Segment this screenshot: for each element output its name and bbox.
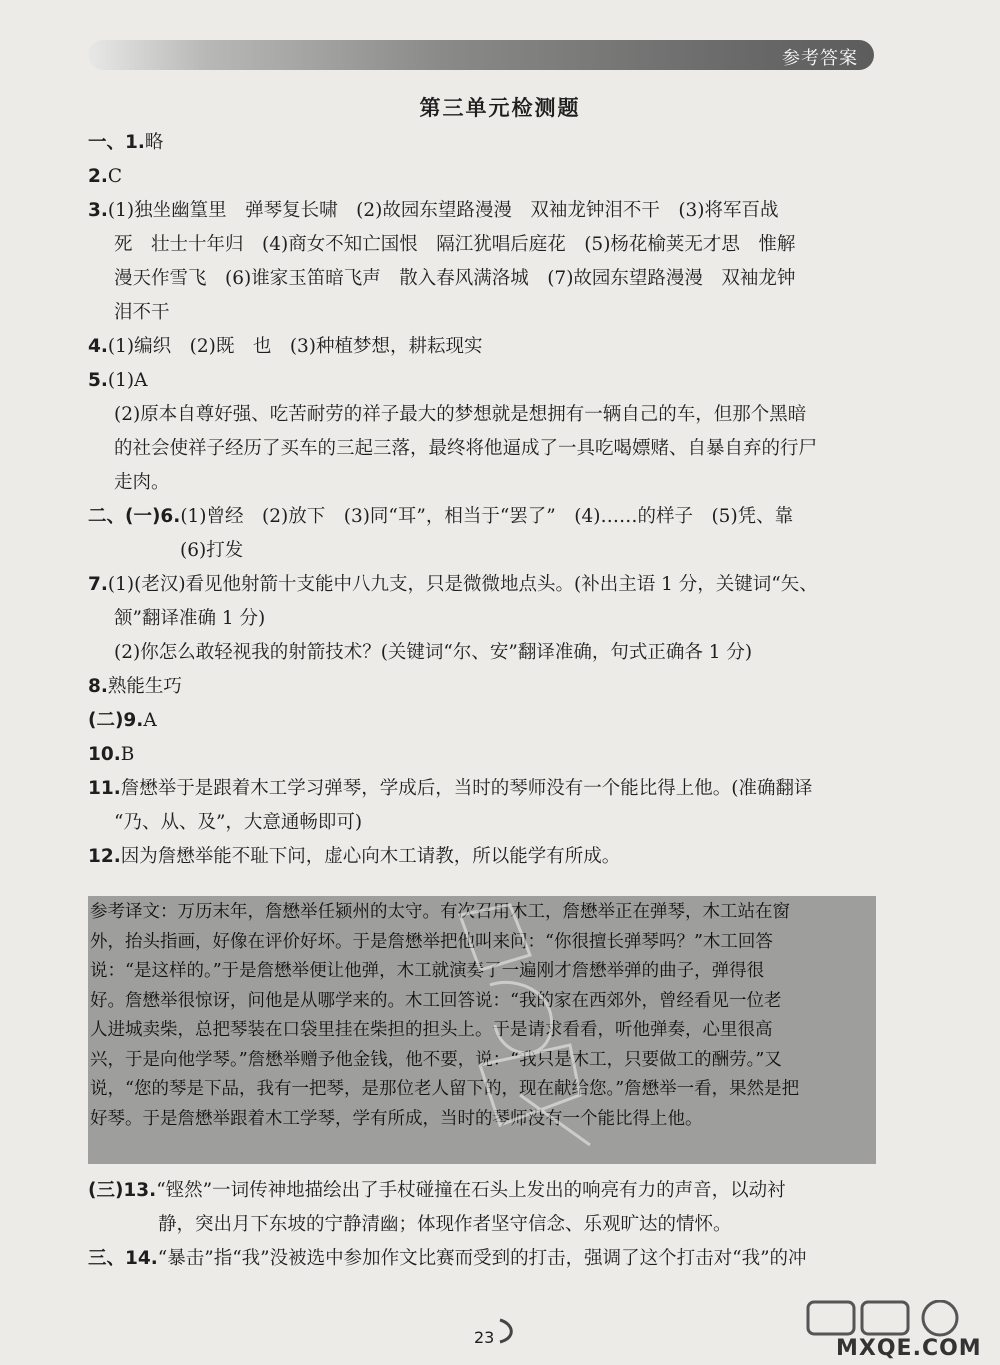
answer-line: 死 壮士十年归 (4)商女不知亡国恨 隔江犹唱后庭花 (5)杨花榆荚无才思 惟解 — [114, 234, 796, 255]
answer-line: 8.熟能生巧 — [88, 676, 182, 697]
translation-line: 说，“您的琴是下品，我有一把琴，是那位老人留下的，现在献给您。”詹懋举一看，果然是把 — [90, 1079, 800, 1099]
answer-line: 10.B — [88, 744, 135, 765]
header-bar — [88, 40, 874, 70]
answer-line: 4.(1)编织 (2)既 也 (3)种植梦想，耕耘现实 — [88, 336, 483, 357]
translation-line: 外，抬头指画，好像在评价好坏。于是詹懋举把他叫来问：“你很擅长弹琴吗？”木工回答 — [90, 931, 773, 952]
stamp-watermark — [420, 895, 620, 1165]
answer-line: 5.(1)A — [88, 370, 148, 391]
translation-line: 参考译文：万历末年，詹懋举任颍州的太守。有次召用木工，詹懋举正在弹琴，木工站在窗 — [90, 902, 790, 922]
answer-line: 二、(一)6.(1)曾经 (2)放下 (3)同“耳”，相当于“罢了” (4)……的样子 (5)凭、靠 — [88, 506, 794, 527]
answer-line: 11.詹懋举于是跟着木工学习弹琴，学成后，当时的琴师没有一个能比得上他。(准确翻译 — [88, 778, 813, 799]
translation-line: 好琴。于是詹懋举跟着木工学琴，学有所成，当时的琴师没有一个能比得上他。 — [90, 1108, 703, 1129]
translation-line: 人进城卖柴，总把琴装在口袋里挂在柴担的担头上。于是请求看看，听他弹奏，心里很高 — [90, 1020, 773, 1040]
answer-line: 7.(1)(老汉)看见他射箭十支能中八九支，只是微微地点头。(补出主语 1 分，关键词“矢、 — [88, 574, 818, 595]
answer-line: 的社会使祥子经历了买车的三起三落，最终将他逼成了一具吃喝嫖赌、自暴自弃的行尸 — [114, 438, 818, 459]
answer-line: 走肉。 — [114, 472, 170, 493]
page-title: 第三单元检测题 — [419, 96, 581, 120]
answer-line: “乃、从、及”，大意通畅即可) — [114, 812, 363, 833]
answer-line: (三)13.“铿然”一词传神地描绘出了手杖碰撞在石头上发出的响亮有力的声音，以动衬 — [88, 1180, 786, 1201]
answer-line: 一、1.略 — [88, 132, 164, 153]
answer-line: (6)打发 — [180, 540, 244, 561]
page-number: 23 — [474, 1328, 495, 1347]
answer-line: 漫天作雪飞 (6)谁家玉笛暗飞声 散入春风满洛城 (7)故园东望路漫漫 双袖龙钟 — [114, 268, 796, 289]
answer-line: (二)9.A — [88, 710, 157, 731]
header-label: 参考答案 — [782, 48, 858, 69]
answer-line: 12.因为詹懋举能不耻下问，虚心向木工请教，所以能学有所成。 — [88, 846, 621, 867]
answers-section-2 — [88, 1174, 888, 1276]
watermark-text: MXQE.COM — [836, 1336, 982, 1361]
answer-line: 泪不干 — [114, 302, 170, 323]
page-curl-icon — [496, 1318, 520, 1344]
translation-line: 好。詹懋举很惊讶，问他是从哪学来的。木工回答说：“我的家在西郊外，曾经看见一位老 — [90, 990, 782, 1011]
answer-line: 静，突出月下东坡的宁静清幽；体现作者坚守信念、乐观旷达的情怀。 — [158, 1214, 732, 1235]
answer-line: 颔”翻译准确 1 分) — [114, 608, 266, 629]
answer-line: (2)原本自尊好强、吃苦耐劳的祥子最大的梦想就是想拥有一辆自己的车，但那个黑暗 — [114, 404, 807, 425]
answer-line: (2)你怎么敢轻视我的射箭技术？(关键词“尔、安”翻译准确，句式正确各 1 分) — [114, 642, 753, 663]
answer-line: 3.(1)独坐幽篁里 弹琴复长啸 (2)故园东望路漫漫 双袖龙钟泪不干 (3)将军百战 — [88, 200, 779, 221]
answer-line: 2.C — [88, 166, 123, 187]
translation-line: 说：“是这样的。”于是詹懋举便让他弹，木工就演奏了一遍刚才詹懋举弹的曲子，弹得很 — [90, 961, 765, 981]
translation-line: 兴，于是向他学琴。”詹懋举赠予他金钱，他不要，说：“我只是木工，只要做工的酬劳。”又 — [90, 1049, 782, 1070]
answer-line: 三、14.“暴击”指“我”没被选中参加作文比赛而受到的打击，强调了这个打击对“我”的冲 — [88, 1248, 807, 1269]
answers-section-1 — [88, 126, 888, 874]
